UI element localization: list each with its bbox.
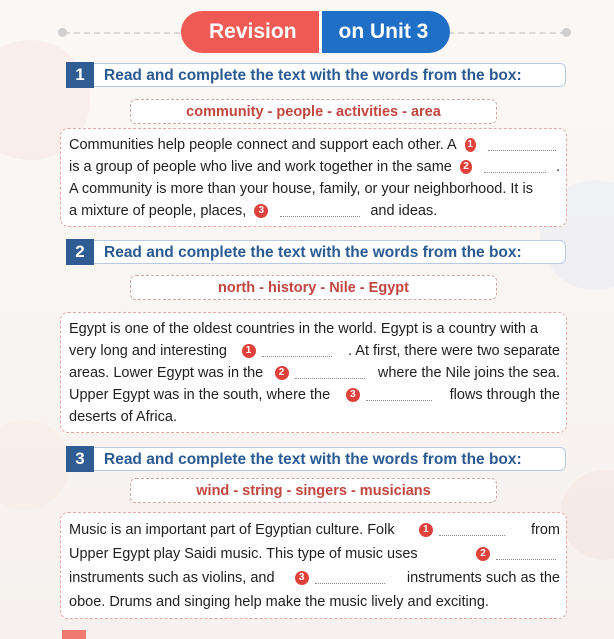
section-number: 3 (66, 446, 94, 472)
text-fragment: Music is an important part of Egyptian culture. Folk (69, 522, 395, 538)
text-fragment: from (531, 522, 560, 538)
text-fragment: instruments such as the (406, 570, 560, 586)
answer-blank[interactable] (280, 206, 360, 217)
watermark-circle (560, 470, 614, 560)
text-fragment: is a group of people who live and work together in the same (69, 159, 452, 175)
text-fragment: A community is more than your house, family, or your neighborhood. It is (69, 181, 533, 197)
blank-number-badge: 3 (254, 204, 268, 218)
text-fragment: Egypt is one of the oldest countries in the world. Egypt is a country with a (69, 321, 539, 337)
answer-blank[interactable] (366, 390, 432, 401)
text-fragment: . At first, there were two separate (348, 343, 560, 359)
section-number: 2 (66, 239, 94, 265)
text-line (69, 384, 560, 406)
section-instruction: Read and complete the text with the words from the box: (94, 63, 566, 87)
text-fragment: a mixture of people, places, (69, 203, 247, 219)
answer-blank[interactable] (488, 140, 556, 151)
text-fragment: where the Nile joins the sea. (377, 365, 560, 381)
title-divider-left (64, 32, 180, 34)
watermark-circle (0, 420, 70, 510)
blank-number-badge: 1 (465, 138, 476, 152)
text-line (69, 362, 560, 384)
blank-number-badge: 1 (419, 523, 433, 537)
text-line (69, 542, 560, 566)
section-3-text (60, 512, 567, 619)
text-line (69, 200, 560, 222)
title-unit: on Unit 3 (319, 11, 451, 53)
text-fragment: instruments such as violins, and (69, 570, 275, 586)
title-revision: Revision (181, 11, 319, 53)
text-line (69, 406, 560, 428)
section-2-text (60, 312, 567, 433)
text-fragment: flows through the (449, 387, 560, 403)
section-1-text (60, 128, 567, 227)
word-box: north - history - Nile - Egypt (130, 275, 497, 300)
text-fragment: deserts of Africa. (69, 409, 177, 425)
text-fragment: Upper Egypt play Saidi music. This type of music uses (69, 546, 418, 562)
answer-blank[interactable] (484, 162, 546, 173)
page-corner-tab (62, 630, 86, 639)
text-line (69, 318, 560, 340)
text-line (69, 134, 560, 156)
section-2-heading (66, 239, 566, 265)
text-line (69, 518, 560, 542)
answer-blank[interactable] (315, 573, 385, 584)
text-fragment: Upper Egypt was in the south, where the (69, 387, 331, 403)
section-1-heading (66, 62, 566, 88)
text-line (69, 566, 560, 590)
divider-dot (58, 28, 67, 37)
divider-dot (562, 28, 571, 37)
text-fragment: oboe. Drums and singing help make the music lively and exciting. (69, 594, 489, 610)
answer-blank[interactable] (439, 525, 505, 536)
blank-number-badge: 3 (295, 571, 309, 585)
answer-blank[interactable] (262, 346, 332, 357)
word-box: community - people - activities - area (130, 99, 497, 124)
section-3-heading (66, 446, 566, 472)
word-box: wind - string - singers - musicians (130, 478, 497, 503)
blank-number-badge: 1 (242, 344, 256, 358)
text-fragment: areas. Lower Egypt was in the (69, 365, 264, 381)
page-title (181, 11, 450, 53)
section-instruction: Read and complete the text with the words from the box: (94, 447, 566, 471)
blank-number-badge: 2 (476, 547, 490, 561)
blank-number-badge: 2 (275, 366, 289, 380)
blank-number-badge: 3 (346, 388, 360, 402)
text-line (69, 178, 560, 200)
title-divider-right (448, 32, 566, 34)
text-line (69, 156, 560, 178)
text-line (69, 340, 560, 362)
text-fragment: very long and interesting (69, 343, 227, 359)
section-instruction: Read and complete the text with the words from the box: (94, 240, 566, 264)
answer-blank[interactable] (496, 549, 556, 560)
text-line (69, 590, 560, 614)
section-number: 1 (66, 62, 94, 88)
text-fragment: Communities help people connect and support each other. A (69, 137, 457, 153)
answer-blank[interactable] (295, 368, 365, 379)
text-fragment: . (555, 159, 560, 175)
text-fragment: and ideas. (370, 203, 438, 219)
blank-number-badge: 2 (460, 160, 472, 174)
